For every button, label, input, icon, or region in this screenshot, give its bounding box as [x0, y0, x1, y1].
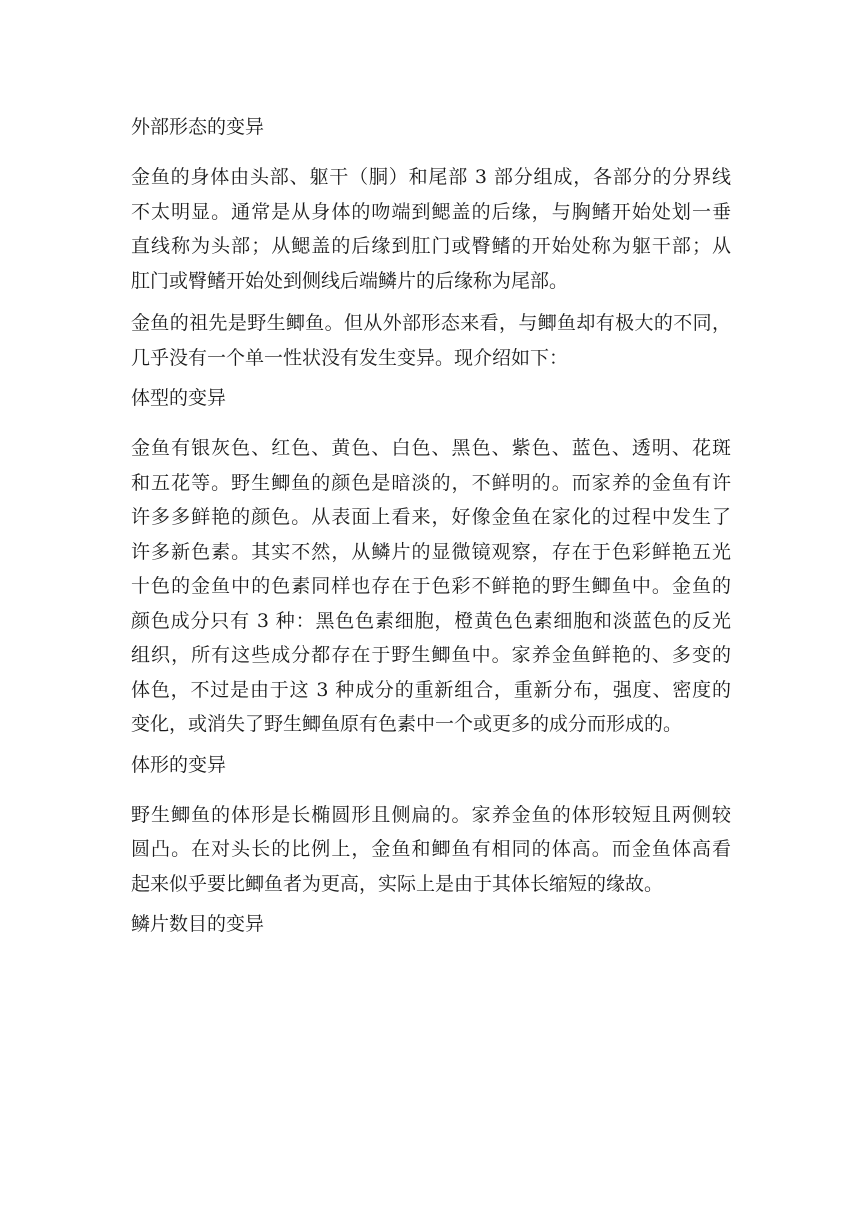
text-line: 许多多鲜艳的颜色。从表面上看来，好像金鱼在家化的过程中发生了	[131, 506, 731, 528]
paragraph	[131, 160, 731, 298]
text-line: 金鱼的身体由头部、躯干（胴）和尾部 3 部分组成，各部分的分界线	[131, 166, 731, 188]
text-line: 许多新色素。其实不然，从鳞片的显微镜观察，存在于色彩鲜艳五光	[131, 540, 731, 563]
text-line: 组织，所有这些成分都存在于野生鲫鱼中。家养金鱼鲜艳的、多变的	[131, 644, 731, 666]
text-line: 变化，或消失了野生鲫鱼原有色素中一个或更多的成分而形成的。	[131, 713, 683, 735]
text-line: 体色，不过是由于这 3 种成分的重新组合，重新分布，强度、密度的	[131, 678, 731, 701]
text-line: 直线称为头部；从鳃盖的后缘到肛门或臀鳍的开始处称为躯干部；从	[131, 235, 731, 257]
text-line: 颜色成分只有 3 种：黑色色素细胞，橙黄色色素细胞和淡蓝色的反光	[131, 609, 731, 632]
paragraph	[131, 431, 731, 742]
text-line: 几乎没有一个单一性状没有发生变异。现介绍如下：	[131, 346, 569, 369]
section-heading: 体形的变异	[131, 753, 227, 776]
text-line: 圆凸。在对头长的比例上，金鱼和鲫鱼有相同的体高。而金鱼体高看	[131, 838, 731, 860]
text-line: 金鱼有银灰色、红色、黄色、白色、黑色、紫色、蓝色、透明、花斑	[131, 437, 731, 459]
text-line: 不太明显。通常是从身体的吻端到鳃盖的后缘，与胸鳍开始处划一垂	[131, 200, 731, 223]
text-line: 和五花等。野生鲫鱼的颜色是暗淡的，不鲜明的。而家养的金鱼有许	[131, 471, 731, 494]
section-heading: 体型的变异	[131, 387, 227, 409]
paragraph	[131, 306, 731, 375]
text-line: 金鱼的祖先是野生鲫鱼。但从外部形态来看，与鲫鱼却有极大的不同，	[131, 312, 731, 334]
paragraph	[131, 798, 731, 902]
text-line: 野生鲫鱼的体形是长椭圆形且侧扁的。家养金鱼的体形较短且两侧较	[131, 803, 731, 826]
document-body	[131, 112, 731, 940]
section-heading: 外部形态的变异	[131, 116, 265, 138]
text-line: 十色的金鱼中的色素同样也存在于色彩不鲜艳的野生鲫鱼中。金鱼的	[131, 575, 731, 597]
text-line: 肛门或臀鳍开始处到侧线后端鳞片的后缘称为尾部。	[131, 269, 569, 292]
text-line: 起来似乎要比鲫鱼者为更高，实际上是由于其体长缩短的缘故。	[131, 872, 664, 895]
section-heading: 鳞片数目的变异	[131, 913, 265, 935]
